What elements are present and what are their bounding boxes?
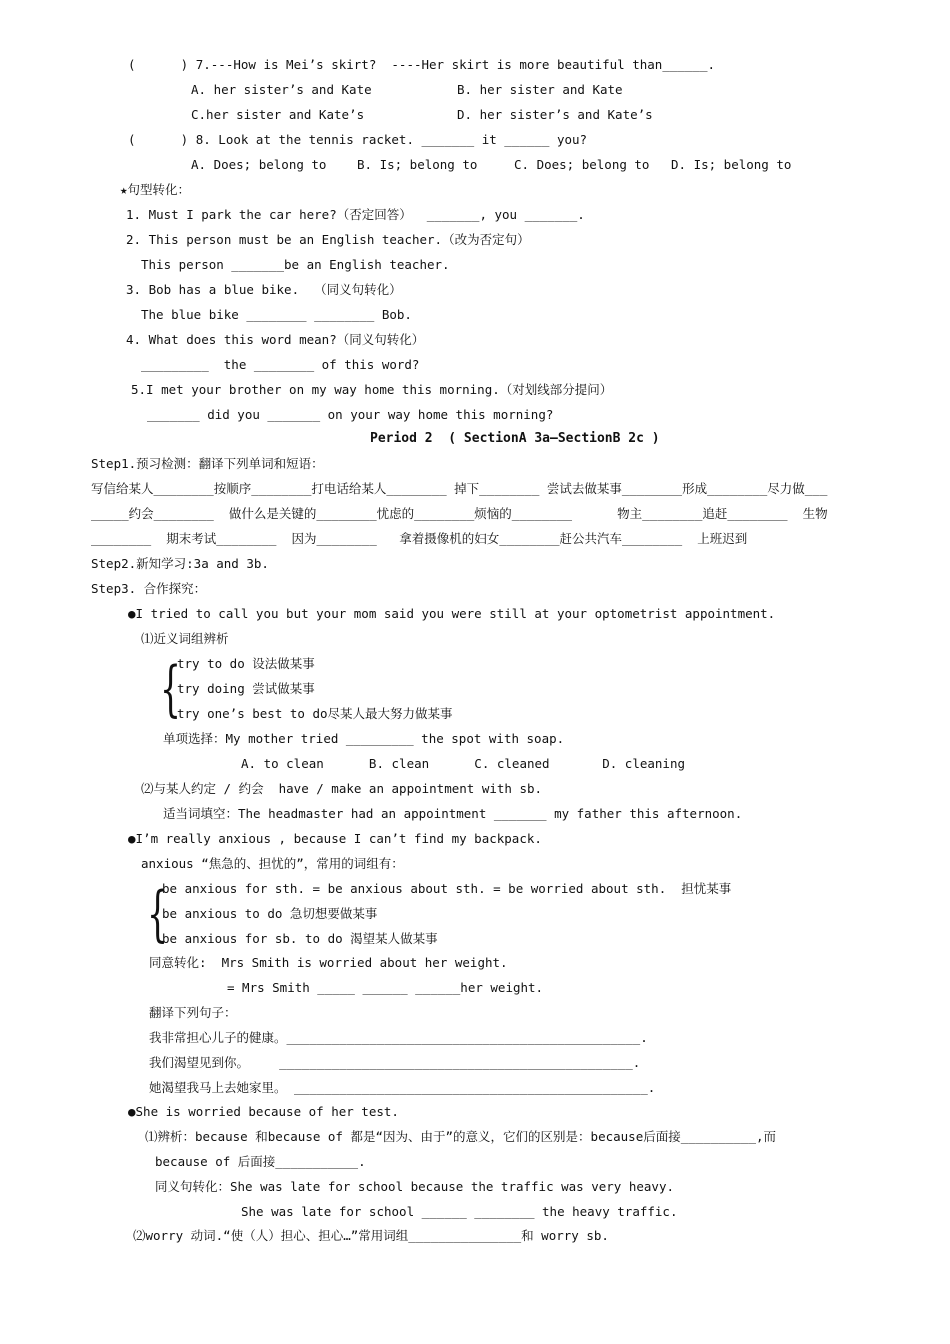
- q7-option-d: D. her sister’s and Kate’s: [457, 107, 653, 122]
- try-phrase-2: try doing 尝试做某事: [177, 681, 315, 696]
- transform-item-4-answer: _________ the ________ of this word?: [141, 357, 420, 372]
- anxious-phrase-2: be anxious to do 急切想要做某事: [162, 906, 378, 921]
- synonym-transform-1: 同意转化: Mrs Smith is worried about her weight.: [149, 955, 508, 970]
- fill-in-question: 适当词填空：The headmaster had an appointment _______ my father this afternoon.: [163, 806, 743, 821]
- translate-item-3: 她渴望我马上去她家里。 _______________________________________________.: [149, 1080, 656, 1095]
- point-2-sentence: ●I’m really anxious , because I can’t find my backpack.: [128, 831, 542, 846]
- point-3-sentence: ●She is worried because of her test.: [128, 1104, 399, 1119]
- single-choice-options: A. to clean B. clean C. cleaned D. cleaning: [241, 756, 686, 771]
- q8-option-a: A. Does; belong to: [191, 157, 327, 172]
- translate-heading: 翻译下列句子：: [149, 1005, 237, 1020]
- anxious-phrase-3: be anxious for sb. to do 渴望某人做某事: [162, 931, 438, 946]
- transform-item-5-answer: _______ did you _______ on your way home this morning?: [147, 407, 554, 422]
- left-brace-icon: {: [147, 879, 169, 949]
- period-title: Period 2 ( SectionA 3a—SectionB 2c ): [370, 431, 660, 446]
- try-phrase-3: try one’s best to do尽某人最大努力做某事: [177, 706, 453, 721]
- step1-vocab-row-3: ________ 期末考试________ 因为________ 拿着摄像机的妇女________赶公共汽车________ 上班迟到: [91, 531, 748, 546]
- transform-item-3: 3. Bob has a blue bike. （同义句转化）: [126, 282, 402, 297]
- left-brace-icon: {: [160, 654, 182, 724]
- translate-item-2: 我们渴望见到你。 _______________________________________________.: [149, 1055, 641, 1070]
- synonym-transform-2: 同义句转化：She was late for school because the traffic was very heavy.: [155, 1179, 675, 1194]
- transform-item-2: 2. This person must be an English teacher.（改为否定句）: [126, 232, 530, 247]
- q7-option-c: C.her sister and Kate’s: [191, 107, 365, 122]
- because-analysis: ⑴辨析：because 和because of 都是“因为、由于”的意义，它们的区别是：because后面接__________,而: [145, 1129, 777, 1144]
- transform-item-1: 1. Must I park the car here?（否定回答） _______, you _______.: [126, 207, 585, 222]
- step1-vocab-row-2: _____约会________ 做什么是关键的________忧虑的________烦恼的________ 物主________追赶________ 生物: [91, 506, 828, 521]
- transform-item-2-answer: This person _______be an English teacher.: [141, 257, 450, 272]
- because-analysis-cont: because of 后面接___________.: [155, 1154, 366, 1169]
- translate-item-1: 我非常担心儿子的健康。_______________________________________________.: [149, 1030, 648, 1045]
- point-1-sub-2: ⑵与某人约定 / 约会 have / make an appointment with sb.: [141, 781, 543, 796]
- synonym-transform-2-answer: She was late for school ______ ________ the heavy traffic.: [241, 1204, 678, 1219]
- anxious-intro: anxious “焦急的、担忧的”，常用的词组有：: [141, 856, 404, 871]
- step2-heading: Step2.新知学习:3a and 3b.: [91, 556, 269, 571]
- point-1-sentence: ●I tried to call you but your mom said you were still at your optometrist appointment.: [128, 606, 776, 621]
- step3-heading: Step3. 合作探究：: [91, 581, 207, 596]
- q8-option-b: B. Is; belong to: [357, 157, 478, 172]
- point-1-sub-1: ⑴近义词组辨析: [141, 631, 229, 646]
- transform-heading: ★句型转化：: [120, 182, 191, 197]
- step1-vocab-row-1: 写信给某人________按顺序________打电话给某人________ 掉下________ 尝试去做某事________形成________尽力做___: [91, 481, 828, 496]
- anxious-phrase-1: be anxious for sth. = be anxious about sth. = be worried about sth. 担忧某事: [162, 881, 732, 896]
- transform-item-4: 4. What does this word mean?（同义句转化）: [126, 332, 425, 347]
- question-7: ( ) 7.---How is Mei’s skirt? ----Her skirt is more beautiful than______.: [128, 57, 715, 72]
- worry-usage: ⑵worry 动词.“使（人）担心、担心…”常用词组_______________和 worry sb.: [133, 1228, 609, 1243]
- single-choice-question: 单项选择：My mother tried _________ the spot with soap.: [163, 731, 565, 746]
- q7-option-b: B. her sister and Kate: [457, 82, 623, 97]
- step1-heading: Step1.预习检测：翻译下列单词和短语：: [91, 456, 324, 471]
- try-phrase-1: try to do 设法做某事: [177, 656, 315, 671]
- q8-option-d: D. Is; belong to: [671, 157, 792, 172]
- synonym-transform-1-answer: = Mrs Smith _____ ______ ______her weight.: [227, 980, 544, 995]
- q7-option-a: A. her sister’s and Kate: [191, 82, 372, 97]
- question-8: ( ) 8. Look at the tennis racket. _______ it ______ you?: [128, 132, 588, 147]
- transform-item-5: 5.I met your brother on my way home this morning.（对划线部分提问）: [131, 382, 613, 397]
- transform-item-3-answer: The blue bike ________ ________ Bob.: [141, 307, 412, 322]
- q8-option-c: C. Does; belong to: [514, 157, 650, 172]
